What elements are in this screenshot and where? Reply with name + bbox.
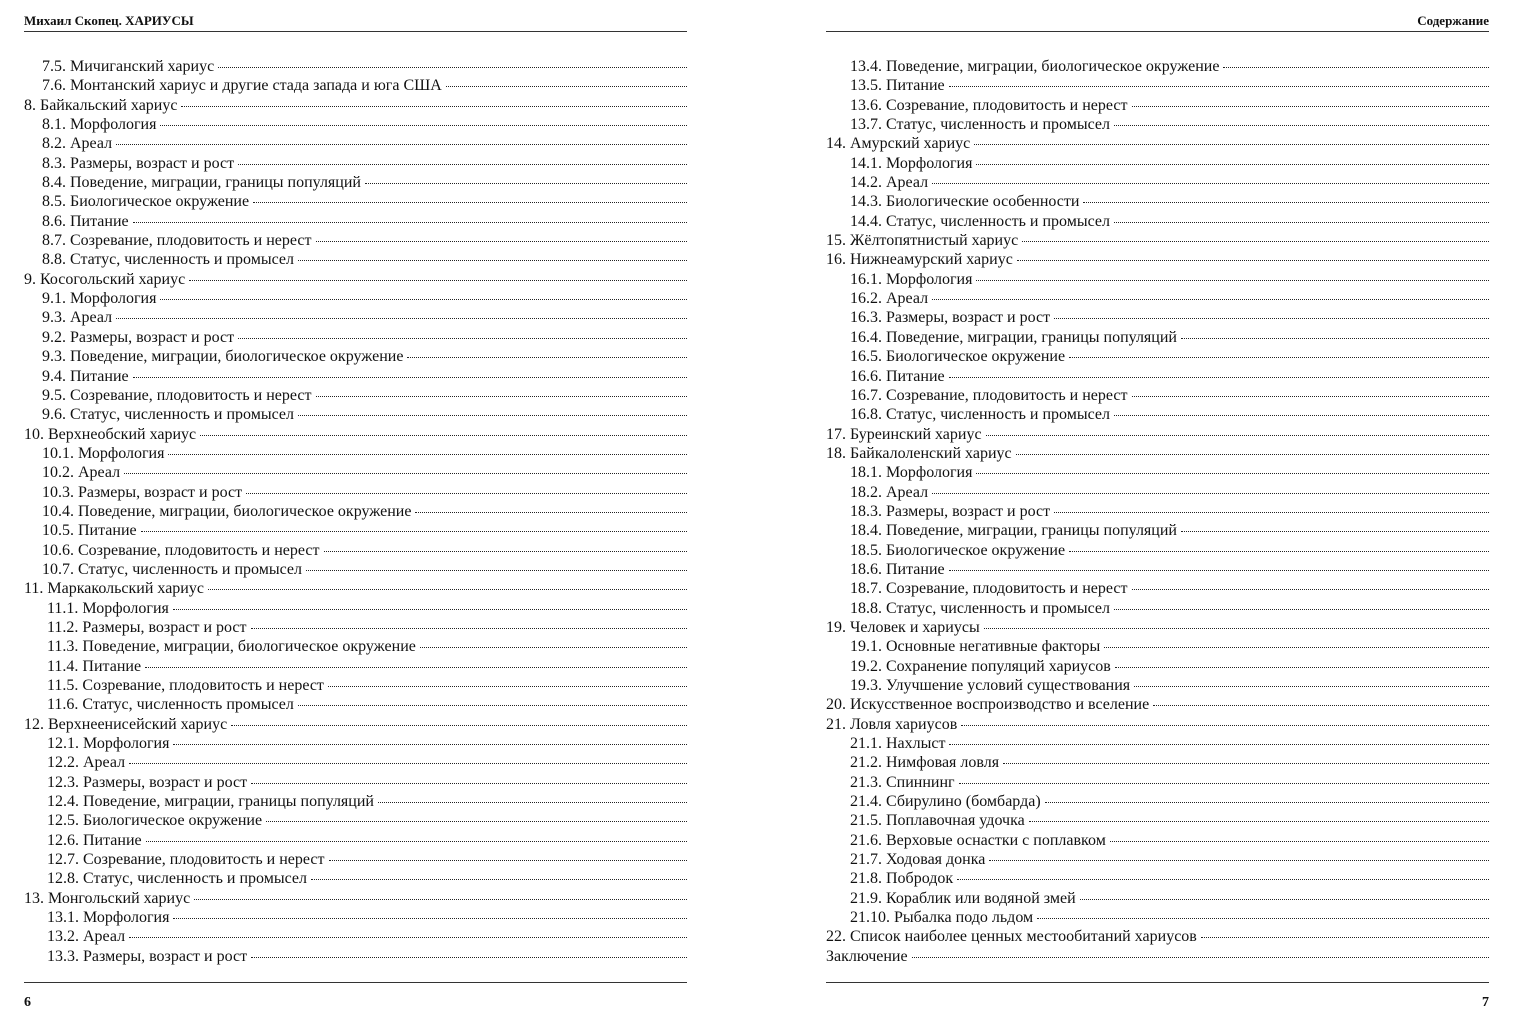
toc-entry-label: 21. Ловля хариусов: [826, 715, 958, 733]
toc-entry-label: 18.1. Морфология: [850, 464, 973, 482]
dot-leader: [324, 551, 688, 552]
dot-leader: [1003, 763, 1489, 764]
dot-leader: [311, 879, 687, 880]
dot-leader: [1114, 609, 1489, 610]
dot-leader: [129, 937, 687, 938]
toc-section-entry: [24, 483, 687, 502]
dot-leader: [1054, 318, 1489, 319]
toc-section-entry: [24, 850, 687, 869]
dot-leader: [949, 377, 1489, 378]
toc-entry-label: 16.1. Морфология: [850, 270, 973, 288]
dot-leader: [328, 686, 687, 687]
toc-entry-label: 9.2. Размеры, возраст и рост: [42, 328, 235, 346]
toc-entry-label: 16.8. Статус, численность и промысел: [850, 406, 1111, 424]
dot-leader: [1114, 222, 1489, 223]
dot-leader: [298, 260, 687, 261]
header-rule-left: [24, 31, 687, 32]
toc-section-entry: [24, 57, 687, 76]
toc-section-entry: [24, 463, 687, 482]
toc-entry-label: 18.6. Питание: [850, 560, 945, 578]
toc-entry-label: 10.5. Питание: [42, 522, 137, 540]
dot-leader: [446, 86, 687, 87]
toc-entry-label: 21.3. Спиннинг: [850, 773, 955, 791]
toc-section-entry: [24, 502, 687, 521]
toc-section-entry: [24, 134, 687, 153]
toc-section-entry: [24, 676, 687, 695]
toc-entry-label: 9.1. Морфология: [42, 290, 157, 308]
toc-section-entry: [826, 154, 1489, 173]
toc-chapter-entry: [826, 947, 1489, 966]
toc-section-entry: [826, 521, 1489, 540]
dot-leader: [949, 570, 1489, 571]
toc-chapter-entry: [826, 425, 1489, 444]
toc-entry-label: 18.2. Ареал: [850, 483, 929, 501]
toc-list-left: [24, 57, 687, 966]
dot-leader: [173, 918, 687, 919]
toc-entry-label: 19.2. Сохранение популяций хариусов: [850, 657, 1111, 675]
toc-chapter-entry: [24, 715, 687, 734]
toc-entry-label: 11.3. Поведение, миграции, биологическое окружение: [47, 638, 416, 656]
toc-section-entry: [826, 869, 1489, 888]
toc-entry-label: 16. Нижнеамурский хариус: [826, 251, 1013, 269]
toc-entry-label: 9. Косогольский хариус: [24, 270, 186, 288]
right-page: [826, 0, 1489, 1031]
toc-section-entry: [826, 173, 1489, 192]
toc-entry-label: 7.5. Мичиганский хариус: [42, 58, 215, 75]
toc-section-entry: [826, 483, 1489, 502]
toc-section-entry: [826, 463, 1489, 482]
dot-leader: [932, 183, 1489, 184]
dot-leader: [415, 512, 687, 513]
toc-section-entry: [24, 753, 687, 772]
toc-section-entry: [24, 367, 687, 386]
toc-chapter-entry: [24, 96, 687, 115]
toc-entry-label: 11. Маркакольский хариус: [24, 580, 204, 598]
toc-entry-label: 8.5. Биологическое окружение: [42, 193, 250, 211]
dot-leader: [1115, 667, 1489, 668]
dot-leader: [1104, 647, 1489, 648]
dot-leader: [173, 744, 687, 745]
toc-section-entry: [24, 869, 687, 888]
toc-section-entry: [24, 831, 687, 850]
dot-leader: [141, 531, 687, 532]
dot-leader: [957, 879, 1489, 880]
toc-entry-label: 9.3. Поведение, миграции, биологическое окружение: [42, 348, 404, 366]
toc-chapter-entry: [826, 250, 1489, 269]
toc-chapter-entry: [24, 579, 687, 598]
toc-section-entry: [24, 657, 687, 676]
dot-leader: [329, 860, 688, 861]
toc-section-entry: [826, 811, 1489, 830]
toc-entry-label: 21.9. Кораблик или водяной змей: [850, 889, 1076, 907]
toc-entry-label: 14.4. Статус, численность и промысел: [850, 212, 1111, 230]
toc-section-entry: [826, 386, 1489, 405]
dot-leader: [1029, 821, 1489, 822]
toc-entry-label: 18.8. Статус, численность и промысел: [850, 599, 1111, 617]
toc-entry-label: 10.4. Поведение, миграции, биологическое окружение: [42, 502, 412, 520]
toc-section-entry: [24, 695, 687, 714]
toc-section-entry: [826, 115, 1489, 134]
dot-leader: [912, 957, 1489, 958]
toc-section-entry: [24, 405, 687, 424]
toc-section-entry: [24, 347, 687, 366]
toc-entry-label: 10.6. Созревание, плодовитость и нерест: [42, 541, 320, 559]
dot-leader: [1080, 899, 1489, 900]
toc-entry-label: 8.7. Созревание, плодовитость и нерест: [42, 232, 312, 250]
toc-section-entry: [826, 270, 1489, 289]
dot-leader: [316, 396, 688, 397]
toc-entry-label: 17. Буреинский хариус: [826, 425, 982, 443]
toc-entry-label: Заключение: [826, 947, 908, 965]
toc-entry-label: 11.5. Созревание, плодовитость и нерест: [47, 677, 324, 694]
toc-chapter-entry: [24, 425, 687, 444]
dot-leader: [238, 164, 687, 165]
toc-entry-label: 13.3. Размеры, возраст и рост: [47, 947, 248, 965]
dot-leader: [116, 318, 687, 319]
toc-entry-label: 10. Верхнеобский хариус: [24, 425, 197, 443]
toc-entry-label: 21.8. Побродок: [850, 870, 954, 888]
toc-entry-label: 16.5. Биологическое окружение: [850, 348, 1066, 366]
dot-leader: [1114, 125, 1489, 126]
toc-entry-label: 19. Человек и хариусы: [826, 618, 980, 636]
dot-leader: [961, 725, 1489, 726]
toc-section-entry: [24, 541, 687, 560]
dot-leader: [1153, 705, 1489, 706]
dot-leader: [1083, 202, 1489, 203]
dot-leader: [231, 725, 687, 726]
toc-section-entry: [24, 173, 687, 192]
toc-entry-label: 8.2. Ареал: [42, 135, 113, 153]
dot-leader: [133, 377, 687, 378]
toc-entry-label: 16.2. Ареал: [850, 290, 929, 308]
toc-entry-label: 21.2. Нимфовая ловля: [850, 754, 1000, 772]
dot-leader: [1114, 415, 1489, 416]
toc-section-entry: [826, 773, 1489, 792]
toc-section-entry: [24, 734, 687, 753]
running-head-right: Содержание: [1417, 13, 1489, 28]
toc-section-entry: [24, 192, 687, 211]
toc-section-entry: [24, 811, 687, 830]
toc-section-entry: [24, 444, 687, 463]
dot-leader: [246, 493, 687, 494]
toc-entry-label: 13.2. Ареал: [47, 928, 126, 946]
dot-leader: [133, 222, 687, 223]
toc-entry-label: 12.8. Статус, численность и промысел: [47, 870, 308, 888]
toc-chapter-entry: [826, 927, 1489, 946]
toc-section-entry: [826, 347, 1489, 366]
toc-entry-label: 19.1. Основные негативные факторы: [850, 638, 1101, 656]
toc-entry-label: 14.1. Морфология: [850, 154, 973, 172]
toc-section-entry: [826, 289, 1489, 308]
toc-chapter-entry: [24, 270, 687, 289]
toc-entry-label: 16.6. Питание: [850, 367, 945, 385]
toc-section-entry: [24, 308, 687, 327]
dot-leader: [1132, 106, 1490, 107]
dot-leader: [407, 357, 687, 358]
dot-leader: [1022, 241, 1489, 242]
toc-entry-label: 21.4. Сбирулино (бомбарда): [850, 793, 1041, 811]
footer-rule-right: [826, 982, 1489, 983]
toc-section-entry: [826, 328, 1489, 347]
dot-leader: [1134, 686, 1489, 687]
dot-leader: [194, 899, 687, 900]
dot-leader: [251, 628, 688, 629]
toc-entry-label: 13.1. Морфология: [47, 909, 170, 927]
toc-entry-label: 11.2. Размеры, возраст и рост: [47, 618, 247, 636]
dot-leader: [378, 802, 687, 803]
toc-entry-label: 12. Верхнеенисейский хариус: [24, 715, 228, 733]
dot-leader: [1045, 802, 1489, 803]
toc-entry-label: 8.1. Морфология: [42, 116, 157, 134]
dot-leader: [208, 589, 687, 590]
toc-entry-label: 18.5. Биологическое окружение: [850, 541, 1066, 559]
dot-leader: [1201, 937, 1489, 938]
toc-entry-label: 15. Жёлтопятнистый хариус: [826, 232, 1019, 250]
toc-entry-label: 11.1. Морфология: [47, 599, 169, 617]
toc-entry-label: 12.1. Морфология: [47, 735, 170, 753]
toc-section-entry: [24, 386, 687, 405]
dot-leader: [1223, 67, 1489, 68]
dot-leader: [298, 415, 687, 416]
toc-entry-label: 21.7. Ходовая донка: [850, 851, 986, 869]
toc-entry-label: 7.6. Монтанский хариус и другие стада запада и юга США: [42, 77, 442, 95]
toc-entry-label: 13.6. Созревание, плодовитость и нерест: [850, 96, 1128, 114]
dot-leader: [420, 647, 687, 648]
toc-entry-label: 9.3. Ареал: [42, 309, 113, 327]
dot-leader: [238, 338, 687, 339]
toc-section-entry: [826, 831, 1489, 850]
dot-leader: [1181, 531, 1489, 532]
dot-leader: [1069, 357, 1489, 358]
toc-section-entry: [826, 560, 1489, 579]
dot-leader: [218, 67, 687, 68]
toc-section-entry: [24, 115, 687, 134]
toc-entry-label: 12.3. Размеры, возраст и рост: [47, 773, 248, 791]
dot-leader: [253, 202, 687, 203]
dot-leader: [189, 280, 687, 281]
toc-entry-label: 16.3. Размеры, возраст и рост: [850, 309, 1051, 327]
dot-leader: [160, 125, 687, 126]
toc-chapter-entry: [826, 444, 1489, 463]
toc-entry-label: 18.3. Размеры, возраст и рост: [850, 502, 1051, 520]
dot-leader: [976, 280, 1489, 281]
toc-entry-label: 19.3. Улучшение условий существования: [850, 677, 1131, 694]
dot-leader: [129, 763, 687, 764]
toc-entry-label: 14. Амурский хариус: [826, 135, 971, 153]
dot-leader: [959, 783, 1489, 784]
toc-section-entry: [24, 908, 687, 927]
dot-leader: [316, 241, 688, 242]
toc-section-entry: [24, 927, 687, 946]
toc-entry-label: 13. Монгольский хариус: [24, 889, 191, 907]
toc-list-right: [826, 57, 1489, 966]
toc-entry-label: 16.7. Созревание, плодовитость и нерест: [850, 386, 1128, 404]
toc-section-entry: [826, 676, 1489, 695]
toc-entry-label: 12.6. Питание: [47, 831, 142, 849]
dot-leader: [1054, 512, 1489, 513]
toc-section-entry: [826, 908, 1489, 927]
dot-leader: [932, 299, 1489, 300]
dot-leader: [1037, 918, 1489, 919]
toc-entry-label: 14.3. Биологические особенности: [850, 193, 1080, 211]
toc-section-entry: [24, 773, 687, 792]
toc-entry-label: 13.7. Статус, численность и промысел: [850, 116, 1111, 134]
dot-leader: [989, 860, 1489, 861]
dot-leader: [949, 744, 1489, 745]
toc-section-entry: [24, 328, 687, 347]
toc-chapter-entry: [826, 231, 1489, 250]
toc-entry-label: 21.5. Поплавочная удочка: [850, 812, 1025, 830]
toc-entry-label: 8.3. Размеры, возраст и рост: [42, 154, 235, 172]
toc-section-entry: [826, 192, 1489, 211]
toc-section-entry: [826, 502, 1489, 521]
toc-entry-label: 12.5. Биологическое окружение: [47, 812, 263, 830]
toc-section-entry: [826, 57, 1489, 76]
toc-chapter-entry: [826, 695, 1489, 714]
footer-rule-left: [24, 982, 687, 983]
dot-leader: [1132, 396, 1490, 397]
toc-chapter-entry: [826, 618, 1489, 637]
toc-entry-label: 16.4. Поведение, миграции, границы популяций: [850, 328, 1177, 346]
dot-leader: [145, 667, 687, 668]
toc-entry-label: 10.1. Морфология: [42, 444, 165, 462]
toc-section-entry: [24, 560, 687, 579]
toc-entry-label: 9.6. Статус, численность и промысел: [42, 406, 295, 424]
dot-leader: [306, 570, 687, 571]
toc-entry-label: 21.10. Рыбалка подо льдом: [850, 909, 1034, 927]
toc-entry-label: 9.4. Питание: [42, 367, 129, 385]
toc-section-entry: [826, 367, 1489, 386]
toc-section-entry: [826, 405, 1489, 424]
toc-entry-label: 8.6. Питание: [42, 212, 129, 230]
toc-entry-label: 18.4. Поведение, миграции, границы популяций: [850, 522, 1177, 540]
dot-leader: [932, 493, 1489, 494]
toc-entry-label: 13.5. Питание: [850, 77, 945, 95]
left-page: [24, 0, 687, 1031]
dot-leader: [986, 435, 1489, 436]
dot-leader: [251, 783, 687, 784]
toc-chapter-entry: [24, 889, 687, 908]
toc-section-entry: [826, 657, 1489, 676]
dot-leader: [949, 86, 1489, 87]
toc-section-entry: [24, 289, 687, 308]
toc-section-entry: [24, 154, 687, 173]
dot-leader: [976, 164, 1489, 165]
toc-entry-label: 10.7. Статус, численность и промысел: [42, 560, 303, 578]
toc-section-entry: [24, 599, 687, 618]
toc-entry-label: 20. Искусственное воспроизводство и вселение: [826, 696, 1150, 714]
toc-section-entry: [826, 212, 1489, 231]
toc-section-entry: [826, 599, 1489, 618]
page-number-left: 6: [24, 995, 31, 1010]
toc-section-entry: [826, 76, 1489, 95]
toc-entry-label: 12.4. Поведение, миграции, границы популяций: [47, 793, 374, 811]
dot-leader: [1017, 260, 1489, 261]
toc-entry-label: 12.7. Созревание, плодовитость и нерест: [47, 851, 325, 869]
dot-leader: [200, 435, 687, 436]
toc-entry-label: 10.3. Размеры, возраст и рост: [42, 483, 243, 501]
toc-section-entry: [24, 947, 687, 966]
toc-entry-label: 8.4. Поведение, миграции, границы популяций: [42, 174, 361, 192]
dot-leader: [173, 609, 687, 610]
dot-leader: [116, 144, 687, 145]
dot-leader: [1132, 589, 1490, 590]
toc-entry-label: 11.4. Питание: [47, 657, 142, 675]
toc-entry-label: 12.2. Ареал: [47, 754, 126, 772]
toc-entry-label: 8. Байкальский хариус: [24, 96, 178, 114]
toc-section-entry: [24, 250, 687, 269]
toc-entry-label: 18. Байкалоленский хариус: [826, 444, 1012, 462]
dot-leader: [146, 841, 687, 842]
toc-entry-label: 8.8. Статус, численность и промысел: [42, 251, 295, 269]
toc-section-entry: [24, 212, 687, 231]
dot-leader: [984, 628, 1489, 629]
toc-section-entry: [826, 753, 1489, 772]
toc-section-entry: [24, 231, 687, 250]
page-number-right: 7: [1482, 995, 1489, 1010]
dot-leader: [168, 454, 687, 455]
toc-entry-label: 13.4. Поведение, миграции, биологическое окружение: [850, 58, 1220, 75]
dot-leader: [976, 473, 1489, 474]
toc-entry-label: 10.2. Ареал: [42, 464, 121, 482]
toc-section-entry: [24, 521, 687, 540]
toc-entry-label: 9.5. Созревание, плодовитость и нерест: [42, 386, 312, 404]
running-head-left: Михаил Скопец. ХАРИУСЫ: [24, 13, 194, 28]
dot-leader: [160, 299, 687, 300]
toc-section-entry: [826, 579, 1489, 598]
toc-section-entry: [826, 96, 1489, 115]
toc-chapter-entry: [826, 134, 1489, 153]
toc-section-entry: [826, 734, 1489, 753]
dot-leader: [181, 106, 687, 107]
toc-section-entry: [826, 889, 1489, 908]
header-rule-right: [826, 31, 1489, 32]
toc-section-entry: [24, 618, 687, 637]
toc-entry-label: 18.7. Созревание, плодовитость и нерест: [850, 580, 1128, 598]
toc-entry-label: 22. Список наиболее ценных местообитаний хариусов: [826, 928, 1197, 946]
toc-entry-label: 14.2. Ареал: [850, 174, 929, 192]
toc-section-entry: [826, 541, 1489, 560]
dot-leader: [124, 473, 687, 474]
dot-leader: [251, 957, 687, 958]
toc-section-entry: [24, 76, 687, 95]
toc-chapter-entry: [826, 715, 1489, 734]
toc-section-entry: [826, 308, 1489, 327]
dot-leader: [1110, 841, 1489, 842]
dot-leader: [298, 705, 687, 706]
toc-entry-label: 21.6. Верховые оснастки с поплавком: [850, 831, 1106, 849]
toc-section-entry: [826, 637, 1489, 656]
toc-section-entry: [826, 850, 1489, 869]
dot-leader: [1181, 338, 1489, 339]
dot-leader: [266, 821, 687, 822]
dot-leader: [365, 183, 687, 184]
toc-entry-label: 21.1. Нахлыст: [850, 735, 946, 753]
toc-section-entry: [24, 637, 687, 656]
dot-leader: [974, 144, 1489, 145]
dot-leader: [1069, 551, 1489, 552]
dot-leader: [1016, 454, 1489, 455]
toc-section-entry: [24, 792, 687, 811]
toc-section-entry: [826, 792, 1489, 811]
toc-entry-label: 11.6. Статус, численность промысел: [47, 696, 294, 714]
